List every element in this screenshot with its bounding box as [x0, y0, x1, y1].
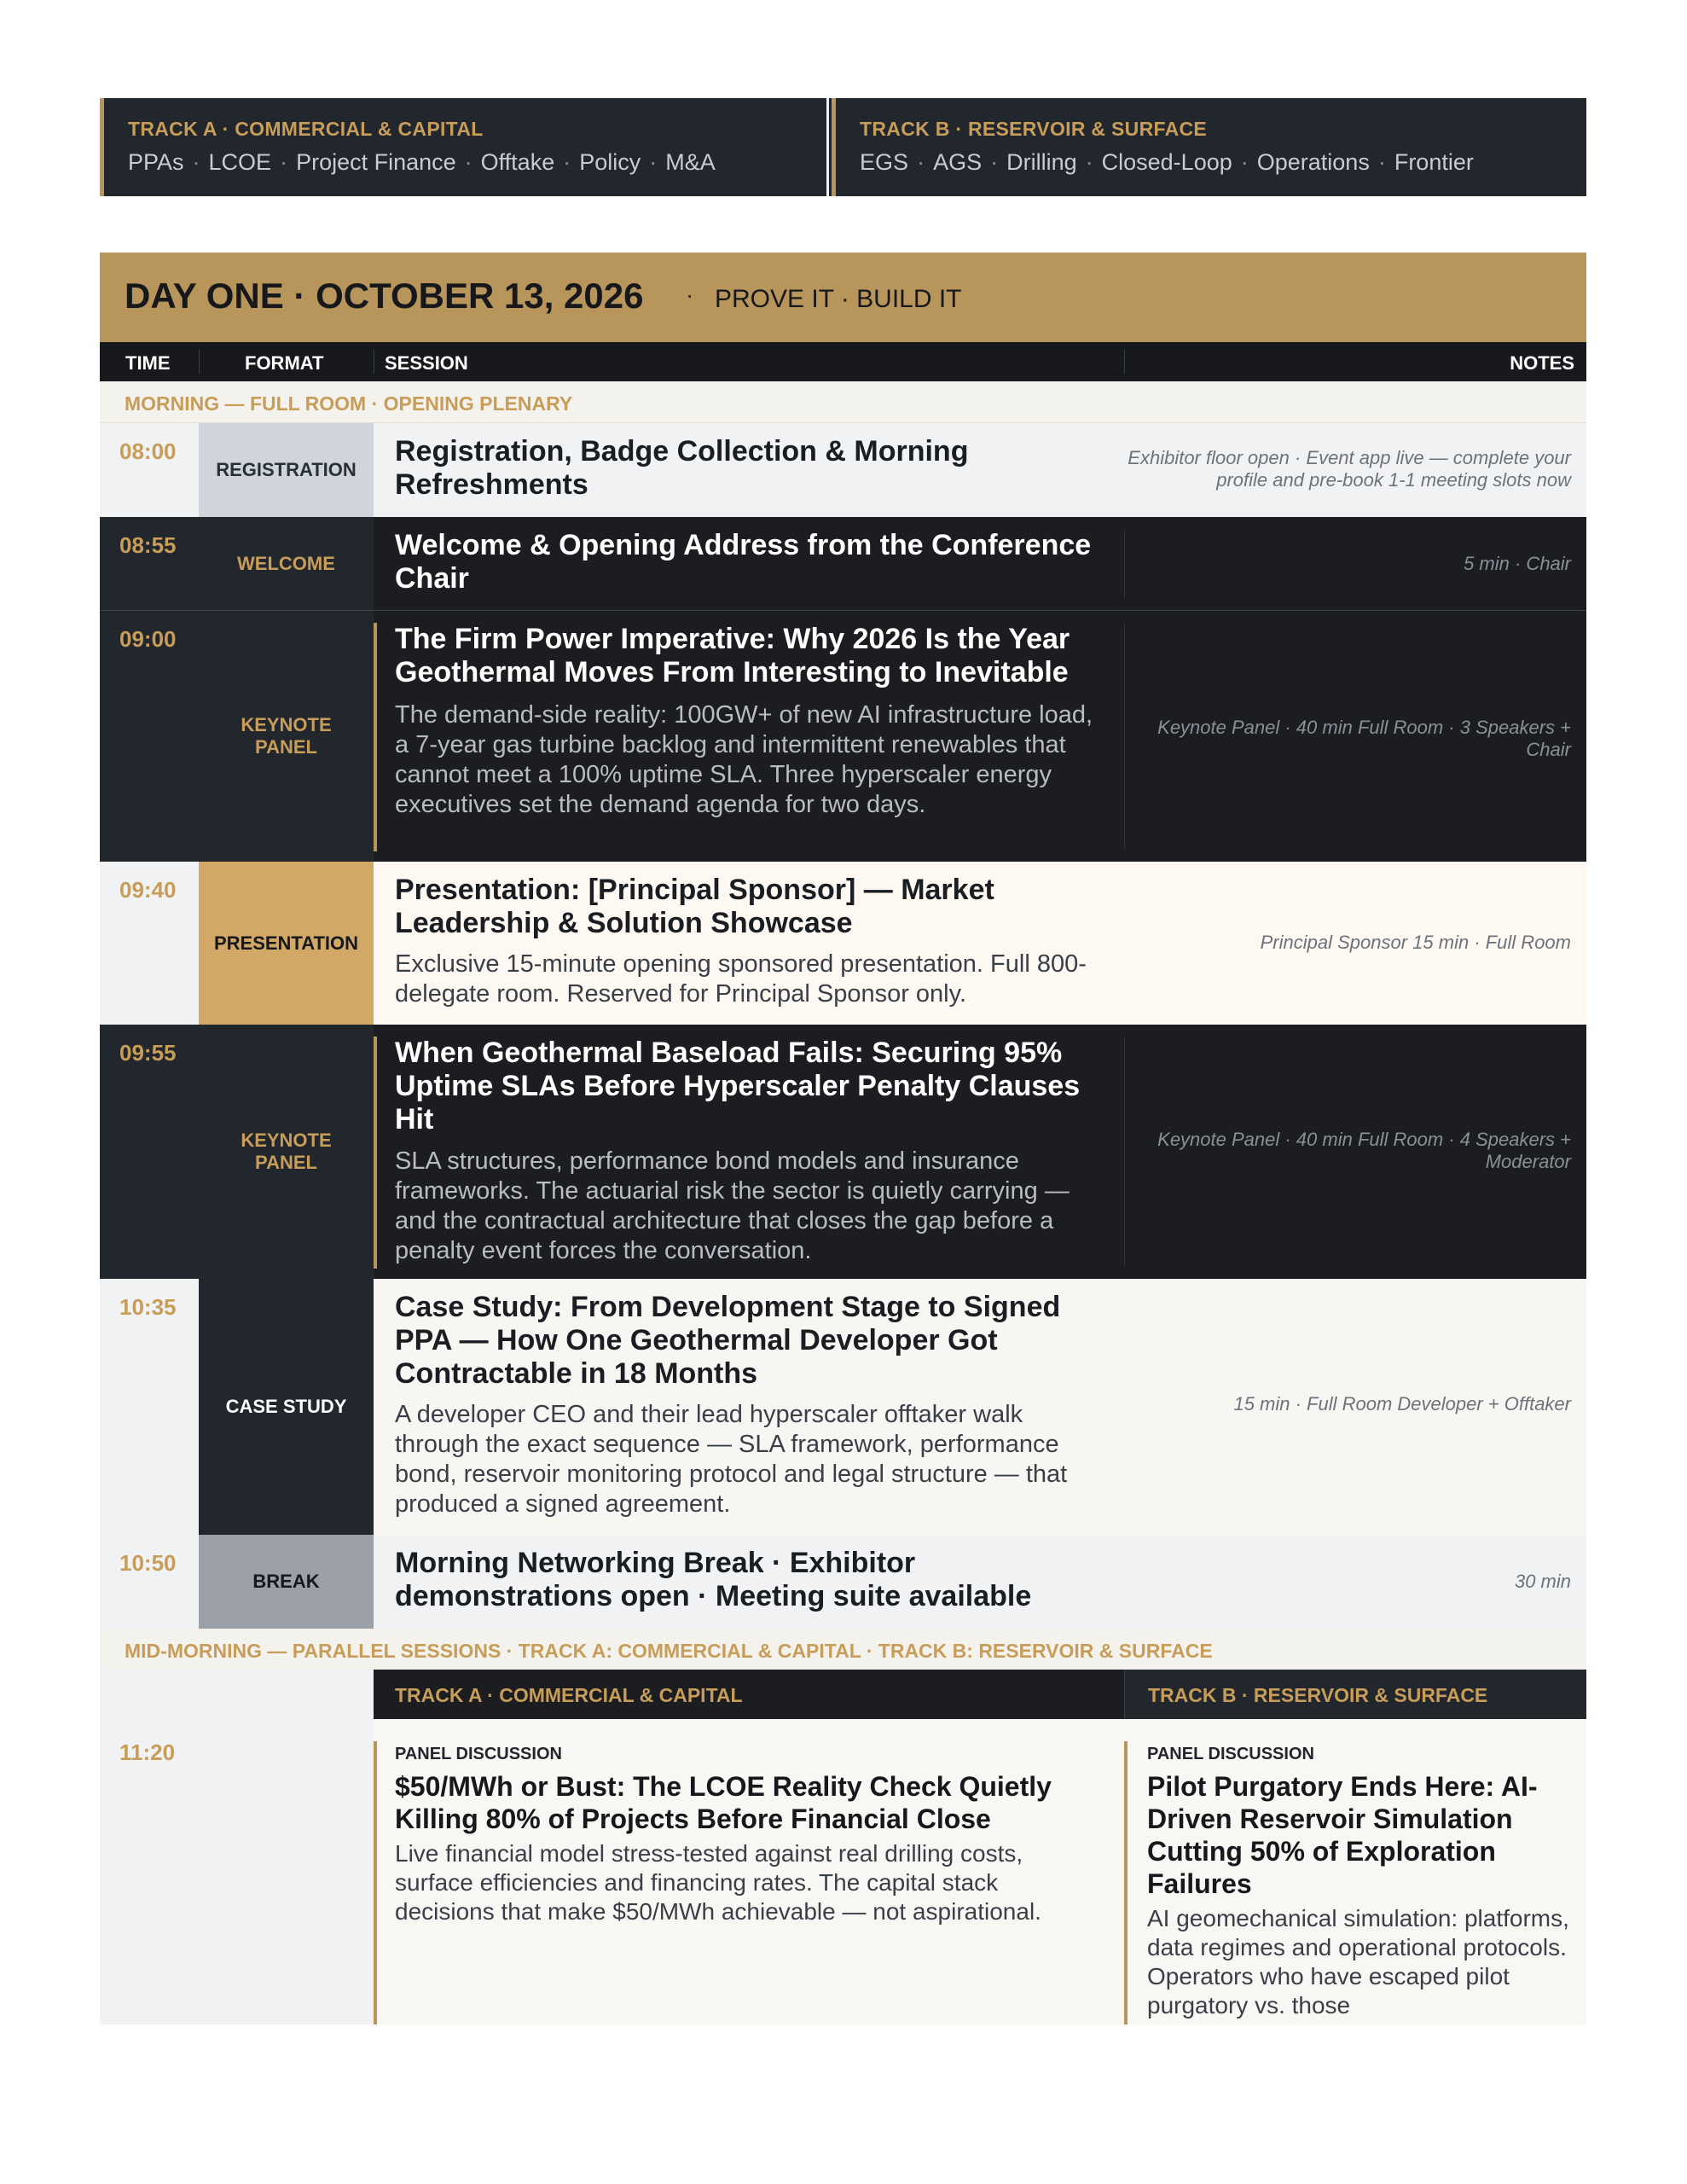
track-a-title: TRACK A · COMMERCIAL & CAPITAL	[128, 118, 484, 140]
topic: Frontier	[1394, 149, 1474, 175]
session-description: A developer CEO and their lead hyperscaler offtaker walk through the exact sequence — SLA framework, performance bond, reservoir monitoring protocol and legal structure — that produced a signed agreement.	[395, 1401, 1068, 1518]
day-subtitle: PROVE IT · BUILD IT	[715, 285, 962, 313]
format-badge: BREAK	[199, 1535, 374, 1629]
topic: Drilling	[1006, 149, 1077, 175]
format-badge: WELCOME	[199, 517, 374, 611]
track-a-topics: PPAs · LCOE · Project Finance · Offtake · Policy · M&A	[128, 149, 716, 175]
session-note: Keynote Panel · 40 min Full Room · 4 Speakers + Moderator	[1157, 1129, 1571, 1172]
format-badge: KEYNOTE PANEL	[199, 611, 374, 862]
session-row-registration	[100, 423, 1586, 517]
format-badge: KEYNOTE PANEL	[199, 1025, 374, 1279]
track-b-header	[1124, 1670, 1586, 1719]
topic: Offtake	[480, 149, 555, 175]
session-time: 08:00	[119, 439, 177, 464]
session-description: Live financial model stress-tested against real drilling costs, surface efficiencies and financing rates. The capital stack decisions that make $50/MWh achievable — not aspirational.	[395, 1840, 1041, 1925]
col-time: TIME	[125, 352, 171, 374]
topic: EGS	[860, 149, 909, 175]
topic: M&A	[665, 149, 716, 175]
session-title: Registration, Badge Collection & Morning Refreshments	[395, 435, 969, 501]
session-row-case-study	[100, 1279, 1586, 1535]
day-title: DAY ONE · OCTOBER 13, 2026	[125, 276, 644, 316]
track-a-header	[374, 1670, 1124, 1719]
session-kind: PANEL DISCUSSION	[1147, 1745, 1314, 1763]
topic: Policy	[579, 149, 641, 175]
track-a-legend	[100, 98, 826, 196]
track-b-topics: EGS · AGS · Drilling · Closed-Loop · Operations · Frontier	[860, 149, 1474, 175]
day-separator: ·	[686, 282, 694, 308]
session-note: 5 min · Chair	[1464, 553, 1571, 574]
track-a-session	[374, 1719, 1124, 2024]
column-header	[100, 342, 1586, 381]
session-row-keynote-2	[100, 1025, 1586, 1279]
track-b-title: TRACK B · RESERVOIR & SURFACE	[860, 118, 1208, 140]
session-title: The Firm Power Imperative: Why 2026 Is the Year Geothermal Moves From Interesting to Inevitable	[395, 623, 1070, 688]
session-note: Keynote Panel · 40 min Full Room · 3 Speakers + Chair	[1157, 717, 1571, 760]
session-title: Welcome & Opening Address from the Conference Chair	[395, 529, 1092, 595]
session-time: 09:55	[119, 1040, 177, 1066]
track-a-header-label: TRACK A · COMMERCIAL & CAPITAL	[395, 1684, 743, 1706]
session-title: $50/MWh or Bust: The LCOE Reality Check Quietly Killing 80% of Projects Before Financial Close	[395, 1771, 1052, 1834]
session-note: 15 min · Full Room Developer + Offtaker	[1233, 1393, 1571, 1414]
session-row-keynote-1	[100, 611, 1586, 862]
format-badge: PRESENTATION	[199, 862, 374, 1025]
topic: AGS	[933, 149, 983, 175]
session-title: Pilot Purgatory Ends Here: AI-Driven Reservoir Simulation Cutting 50% of Exploration Failures	[1147, 1771, 1538, 1899]
col-format: FORMAT	[245, 352, 324, 374]
session-description: SLA structures, performance bond models and insurance frameworks. The actuarial risk the sector is quietly carrying — and the contractual architecture that closes the gap before a penalty event forces the conversation.	[395, 1147, 1070, 1264]
day-header	[100, 253, 1586, 342]
session-row-presentation	[100, 862, 1586, 1025]
section-band-midmorning	[100, 1629, 1586, 1670]
parallel-time-column	[100, 1670, 374, 2024]
session-time: 08:55	[119, 532, 177, 558]
session-time: 09:00	[119, 626, 177, 652]
topic: Operations	[1256, 149, 1370, 175]
session-note: 30 min	[1514, 1571, 1571, 1592]
band-label: MORNING — FULL ROOM · OPENING PLENARY	[125, 392, 573, 415]
session-note: Principal Sponsor 15 min · Full Room	[1260, 932, 1571, 953]
track-legend	[100, 98, 1586, 196]
session-description: AI geomechanical simulation: platforms, data regimes and operational protocols. Operators who have escaped pilot purgatory vs. those	[1147, 1905, 1569, 2018]
session-time: 11:20	[119, 1740, 176, 1765]
session-title: Case Study: From Development Stage to Signed PPA — How One Geothermal Developer Got Contractable in 18 Months	[395, 1291, 1061, 1390]
session-note: Exhibitor floor open · Event app live — complete your profile and pre-book 1-1 meeting slots now	[1128, 447, 1571, 491]
topic: Closed-Loop	[1101, 149, 1232, 175]
topic: LCOE	[208, 149, 272, 175]
session-title: Presentation: [Principal Sponsor] — Market Leadership & Solution Showcase	[395, 874, 994, 939]
track-b-header-label: TRACK B · RESERVOIR & SURFACE	[1148, 1684, 1488, 1706]
track-b-legend	[832, 98, 1586, 196]
session-time: 10:35	[119, 1294, 177, 1320]
session-description: The demand-side reality: 100GW+ of new AI infrastructure load, a 7-year gas turbine backlog and intermittent renewables that cannot meet a 100% uptime SLA. Three hyperscaler energy executives set the demand agenda for two days.	[395, 701, 1093, 818]
format-badge: CASE STUDY	[199, 1279, 374, 1535]
session-row-welcome	[100, 517, 1586, 611]
track-b-session	[1124, 1719, 1586, 2024]
band-label: MID-MORNING — PARALLEL SESSIONS · TRACK A: COMMERCIAL & CAPITAL · TRACK B: RESERVOIR & SURFACE	[125, 1640, 1213, 1662]
topic: Project Finance	[296, 149, 456, 175]
session-title: Morning Networking Break · Exhibitor demonstrations open · Meeting suite available	[395, 1547, 1032, 1612]
session-time: 09:40	[119, 877, 177, 903]
session-row-break	[100, 1535, 1586, 1629]
section-band-morning	[100, 381, 1586, 423]
topic: PPAs	[128, 149, 184, 175]
col-notes: NOTES	[1510, 352, 1574, 374]
session-time: 10:50	[119, 1550, 177, 1576]
session-title: When Geothermal Baseload Fails: Securing 95% Uptime SLAs Before Hyperscaler Penalty Clauses Hit	[395, 1037, 1081, 1136]
session-kind: PANEL DISCUSSION	[395, 1745, 562, 1763]
col-session: SESSION	[385, 352, 468, 374]
format-badge: REGISTRATION	[199, 423, 374, 517]
session-description: Exclusive 15-minute opening sponsored presentation. Full 800-delegate room. Reserved for Principal Sponsor only.	[395, 950, 1087, 1008]
